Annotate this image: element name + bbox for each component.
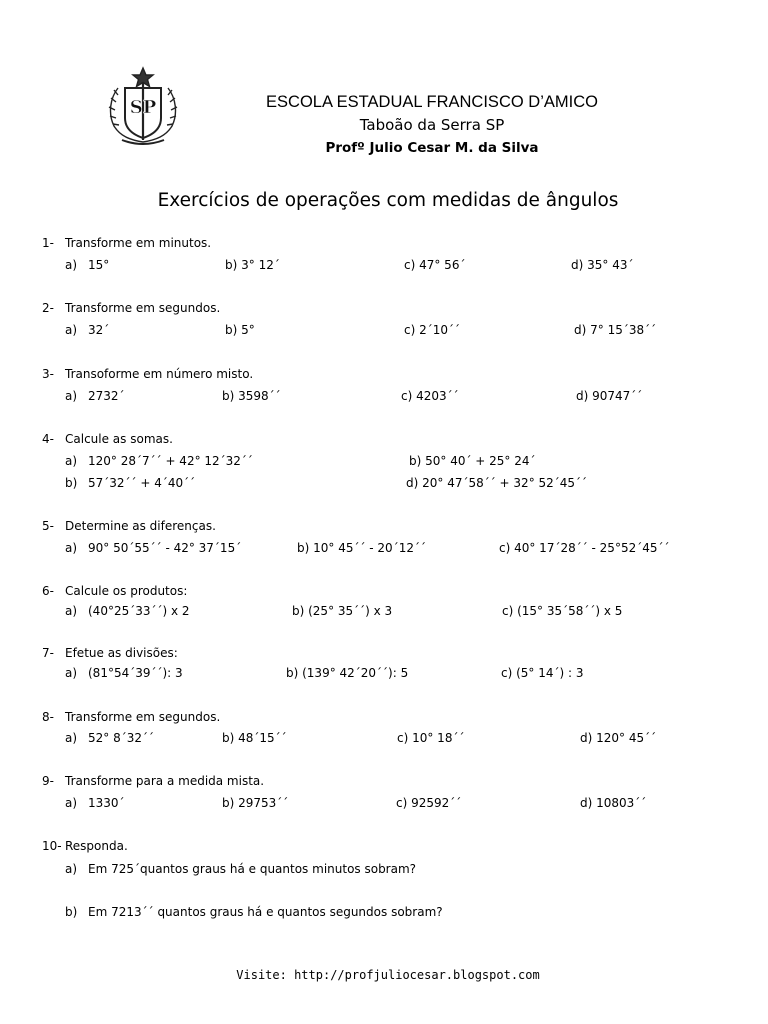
school-name: ESCOLA ESTADUAL FRANCISCO D’AMICO: [266, 93, 598, 111]
q10-option-b: b) Em 7213´´ quantos graus há e quantos segundos sobram?: [65, 905, 443, 919]
q4-option-b: b) 57´32´´ + 4´40´´: [65, 476, 196, 490]
q3-option-c: c) 4203´´: [401, 389, 459, 403]
q9-option-c: c) 92592´´: [396, 796, 462, 810]
q3-option-b: b) 3598´´: [222, 389, 281, 403]
q4-option-d: d) 20° 47´58´´ + 32° 52´45´´: [406, 476, 588, 490]
q8-option-d: d) 120° 45´´: [580, 731, 657, 745]
footer-link[interactable]: Visite: http://profjuliocesar.blogspot.com: [236, 968, 540, 982]
q8-option-b: b) 48´15´´: [222, 731, 287, 745]
q9-option-b: b) 29753´´: [222, 796, 289, 810]
q5-option-c: c) 40° 17´28´´ - 25°52´45´´: [499, 541, 670, 555]
q6-option-c: c) (15° 35´58´´) x 5: [502, 604, 623, 618]
city-name: Taboão da Serra SP: [359, 116, 505, 134]
q9-option-a: a) 1330´: [65, 796, 125, 810]
teacher-name: Profº Julio Cesar M. da Silva: [325, 140, 539, 156]
q1-option-d: d) 35° 43´: [571, 258, 634, 272]
question-1: 1- Transforme em minutos.: [42, 236, 212, 250]
q7-option-a: a) (81°54´39´´): 3: [65, 666, 183, 680]
question-4: 4- Calcule as somas.: [42, 432, 173, 446]
q6-option-a: a) (40°25´33´´) x 2: [65, 604, 190, 618]
question-9: 9- Transforme para a medida mista.: [42, 774, 265, 788]
question-5: 5- Determine as diferenças.: [42, 519, 216, 533]
q8-option-a: a) 52° 8´32´´: [65, 731, 154, 745]
question-8: 8- Transforme em segundos.: [42, 710, 221, 724]
q4-option-a: a) 120° 28´7´´ + 42° 12´32´´: [65, 454, 253, 468]
q9-option-d: d) 10803´´: [580, 796, 647, 810]
q2-option-b: b) 5°: [225, 323, 255, 337]
q2-option-d: d) 7° 15´38´´: [574, 323, 657, 337]
q1-option-c: c) 47° 56´: [404, 258, 466, 272]
q7-option-b: b) (139° 42´20´´): 5: [286, 666, 409, 680]
question-2: 2- Transforme em segundos.: [42, 301, 221, 315]
question-3: 3- Transoforme em número misto.: [42, 367, 254, 381]
q10-option-a: a) Em 725´quantos graus há e quantos minutos sobram?: [65, 862, 417, 876]
q1-option-a: a) 15°: [65, 258, 110, 272]
q2-option-c: c) 2´10´´: [404, 323, 460, 337]
question-6: 6- Calcule os produtos:: [42, 584, 188, 598]
page-title: Exercícios de operações com medidas de ângulos: [157, 190, 619, 211]
q5-option-b: b) 10° 45´´ - 20´12´´: [297, 541, 426, 555]
q5-option-a: a) 90° 50´55´´ - 42° 37´15´: [65, 541, 242, 555]
seal-letters: SP: [129, 97, 157, 118]
question-10: 10- Responda.: [42, 839, 128, 853]
q6-option-b: b) (25° 35´´) x 3: [292, 604, 393, 618]
q1-option-b: b) 3° 12´: [225, 258, 280, 272]
q4-option-b-right: b) 50° 40´ + 25° 24´: [409, 454, 536, 468]
question-7: 7- Efetue as divisões:: [42, 646, 178, 660]
q7-option-c: c) (5° 14´) : 3: [501, 666, 584, 680]
q3-option-a: a) 2732´: [65, 389, 125, 403]
q3-option-d: d) 90747´´: [576, 389, 643, 403]
q2-option-a: a) 32´: [65, 323, 110, 337]
q8-option-c: c) 10° 18´´: [397, 731, 465, 745]
